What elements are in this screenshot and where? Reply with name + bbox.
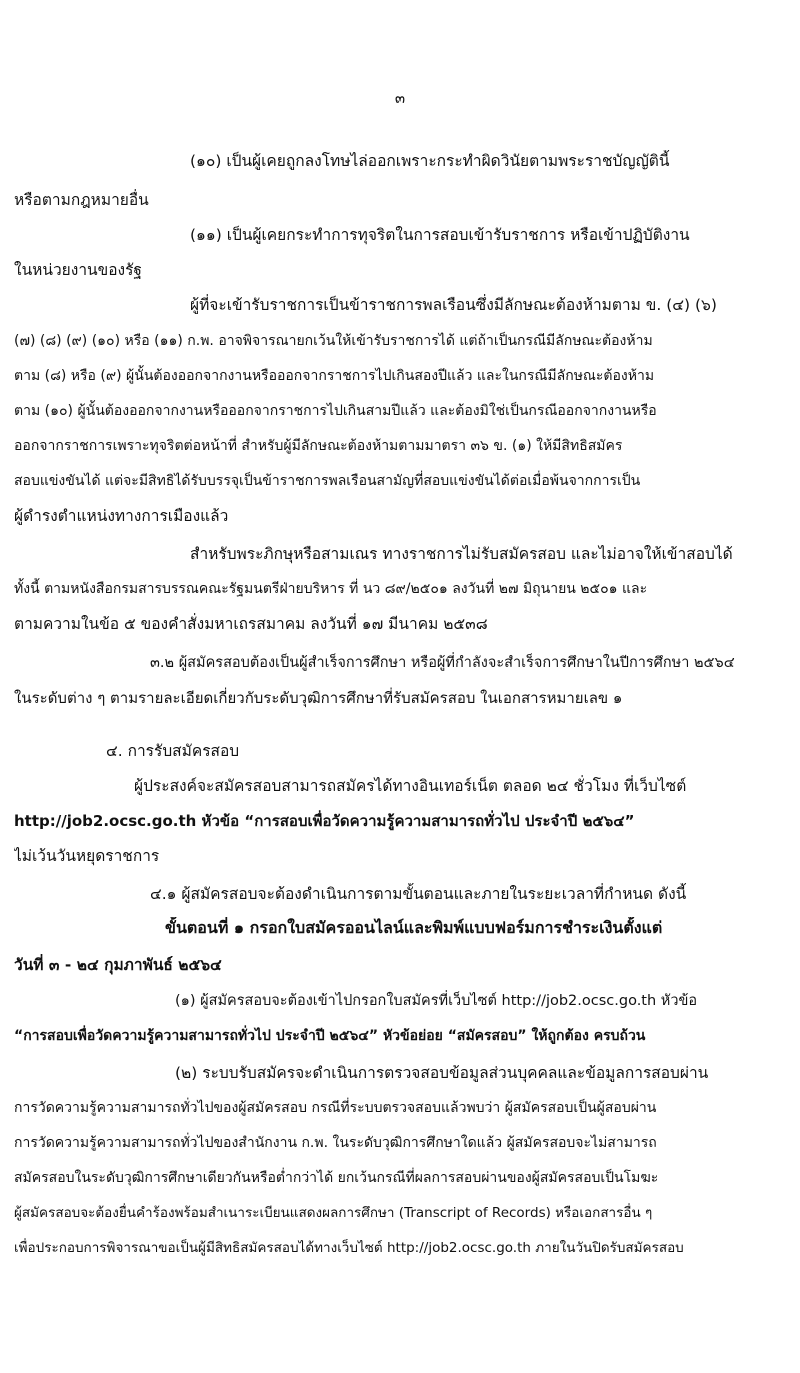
paragraph-line: ผู้ที่จะเข้ารับราชการเป็นข้าราชการพลเรือนซึ่งมีลักษณะต้องห้ามตาม ข. (๔) (๖) bbox=[190, 296, 717, 314]
paragraph-line: ๔.๑ ผู้สมัครสอบจะต้องดำเนินการตามขั้นตอนและภายในระยะเวลาที่กำหนด ดังนี้ bbox=[150, 885, 687, 903]
page-number: ๓ bbox=[394, 89, 406, 107]
paragraph-line: ตาม (๑๐) ผู้นั้นต้องออกจากงานหรือออกจากราชการไปเกินสามปีแล้ว และต้องมิใช่เป็นกรณีออกจากงานหรือ bbox=[14, 403, 657, 419]
paragraph-line: ในหน่วยงานของรัฐ bbox=[14, 261, 142, 279]
paragraph-line: หรือตามกฎหมายอื่น bbox=[14, 191, 149, 209]
paragraph-line: ตาม (๘) หรือ (๙) ผู้นั้นต้องออกจากงานหรือออกจากราชการไปเกินสองปีแล้ว และในกรณีมีลักษณะต้องห้าม bbox=[14, 368, 655, 384]
paragraph-line: การวัดความรู้ความสามารถทั่วไปของสำนักงาน ก.พ. ในระดับวุฒิการศึกษาใดแล้ว ผู้สมัครสอบจะไม่สามารถ bbox=[14, 1135, 657, 1151]
paragraph-line: ผู้ดำรงตำแหน่งทางการเมืองแล้ว bbox=[14, 507, 229, 525]
paragraph-line: (๒) ระบบรับสมัครจะดำเนินการตรวจสอบข้อมูลส่วนบุคคลและข้อมูลการสอบผ่าน bbox=[175, 1064, 709, 1082]
step-heading: ขั้นตอนที่ ๑ กรอกใบสมัครออนไลน์และพิมพ์แบบฟอร์มการชำระเงินตั้งแต่ bbox=[165, 918, 663, 937]
paragraph-line: สอบแข่งขันได้ แต่จะมีสิทธิได้รับบรรจุเป็นข้าราชการพลเรือนสามัญที่สอบแข่งขันได้ต่อเมื่อพ้นจากการเป็น bbox=[14, 473, 641, 489]
paragraph-line: ๓.๒ ผู้สมัครสอบต้องเป็นผู้สำเร็จการศึกษา หรือผู้ที่กำลังจะสำเร็จการศึกษาในปีการศึกษา ๒๕๖๔ bbox=[150, 655, 735, 671]
paragraph-line: (๑) ผู้สมัครสอบจะต้องเข้าไปกรอกใบสมัครที่เว็บไซต์ http://job2.ocsc.go.th หัวข้อ bbox=[175, 993, 698, 1009]
paragraph-line: สำหรับพระภิกษุหรือสามเณร ทางราชการไม่รับสมัครสอบ และไม่อาจให้เข้าสอบได้ bbox=[190, 545, 733, 563]
paragraph-line: ผู้สมัครสอบจะต้องยื่นคำร้องพร้อมสำเนาระเบียนแสดงผลการศึกษา (Transcript of Records) หรือเอกสารอื่น ๆ bbox=[14, 1205, 653, 1221]
paragraph-line: การวัดความรู้ความสามารถทั่วไปของผู้สมัครสอบ กรณีที่ระบบตรวจสอบแล้วพบว่า ผู้สมัครสอบเป็นผู้สอบผ่าน bbox=[14, 1100, 657, 1116]
paragraph-line: ไม่เว้นวันหยุดราชการ bbox=[14, 847, 160, 865]
paragraph-line: ในระดับต่าง ๆ ตามรายละเอียดเกี่ยวกับระดับวุฒิการศึกษาที่รับสมัครสอบ ในเอกสารหมายเลข ๑ bbox=[14, 689, 623, 707]
step-heading-date: วันที่ ๓ - ๒๔ กุมภาพันธ์ ๒๕๖๔ bbox=[14, 956, 222, 974]
section-heading: ๔. การรับสมัครสอบ bbox=[106, 742, 240, 760]
paragraph-line: (๑๑) เป็นผู้เคยกระทำการทุจริตในการสอบเข้ารับราชการ หรือเข้าปฏิบัติงาน bbox=[190, 226, 690, 244]
paragraph-line: http://job2.ocsc.go.th หัวข้อ “การสอบเพื่อวัดความรู้ความสามารถทั่วไป ประจำปี ๒๕๖๔” bbox=[14, 812, 635, 830]
paragraph-line: สมัครสอบในระดับวุฒิการศึกษาเดียวกันหรือต่ำกว่าได้ ยกเว้นกรณีที่ผลการสอบผ่านของผู้สมัครสอบเป็นโมฆะ bbox=[14, 1170, 659, 1186]
paragraph-line: ตามความในข้อ ๕ ของคำสั่งมหาเถรสมาคม ลงวันที่ ๑๗ มีนาคม ๒๕๓๘ bbox=[14, 615, 488, 633]
paragraph-line: (๑๐) เป็นผู้เคยถูกลงโทษไล่ออกเพราะกระทำผิดวินัยตามพระราชบัญญัตินี้ bbox=[190, 152, 670, 170]
paragraph-line: (๗) (๘) (๙) (๑๐) หรือ (๑๑) ก.พ. อาจพิจารณายกเว้นให้เข้ารับราชการได้ แต่ถ้าเป็นกรณีมีลักษณะต้องห้าม bbox=[14, 333, 653, 349]
paragraph-line: ออกจากราชการเพราะทุจริตต่อหน้าที่ สำหรับผู้มีลักษณะต้องห้ามตามมาตรา ๓๖ ข. (๑) ให้มีสิทธิสมัคร bbox=[14, 438, 623, 454]
paragraph-line: เพื่อประกอบการพิจารณาขอเป็นผู้มีสิทธิสมัครสอบได้ทางเว็บไซต์ http://job2.ocsc.go.th ภายในวันปิดรับสมัครสอบ bbox=[14, 1240, 684, 1256]
paragraph-line: ทั้งนี้ ตามหนังสือกรมสารบรรณคณะรัฐมนตรีฝ่ายบริหาร ที่ นว ๘๙/๒๕๐๑ ลงวันที่ ๒๗ มิถุนายน ๒๕๐๑ และ bbox=[14, 581, 648, 597]
paragraph-line: ผู้ประสงค์จะสมัครสอบสามารถสมัครได้ทางอินเทอร์เน็ต ตลอด ๒๔ ชั่วโมง ที่เว็บไซต์ bbox=[134, 777, 687, 795]
paragraph-line: “การสอบเพื่อวัดความรู้ความสามารถทั่วไป ประจำปี ๒๕๖๔” หัวข้อย่อย “สมัครสอบ” ให้ถูกต้อง ครบถ้วน bbox=[14, 1028, 646, 1044]
